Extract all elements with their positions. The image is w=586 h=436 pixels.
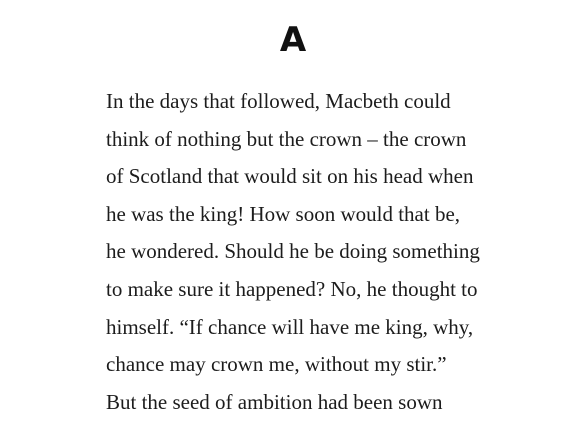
page-heading: A [279,20,307,60]
passage-line: chance may crown me, without my stir.” [106,352,447,377]
passage-line: But the seed of ambition had been sown [106,389,443,414]
passage-line: of Scotland that would sit on his head when [106,164,474,189]
passage-line: he was the king! How soon would that be, [106,201,461,226]
passage-line: he wondered. Should he be doing something [106,239,480,264]
passage-line: to make sure it happened? No, he thought to [106,276,478,301]
text-passage [106,84,546,422]
passage-line: himself. “If chance will have me king, why, [106,314,474,339]
passage-line: In the days that followed, Macbeth could [106,89,451,113]
passage-line: think of nothing but the crown – the crown [106,126,467,151]
